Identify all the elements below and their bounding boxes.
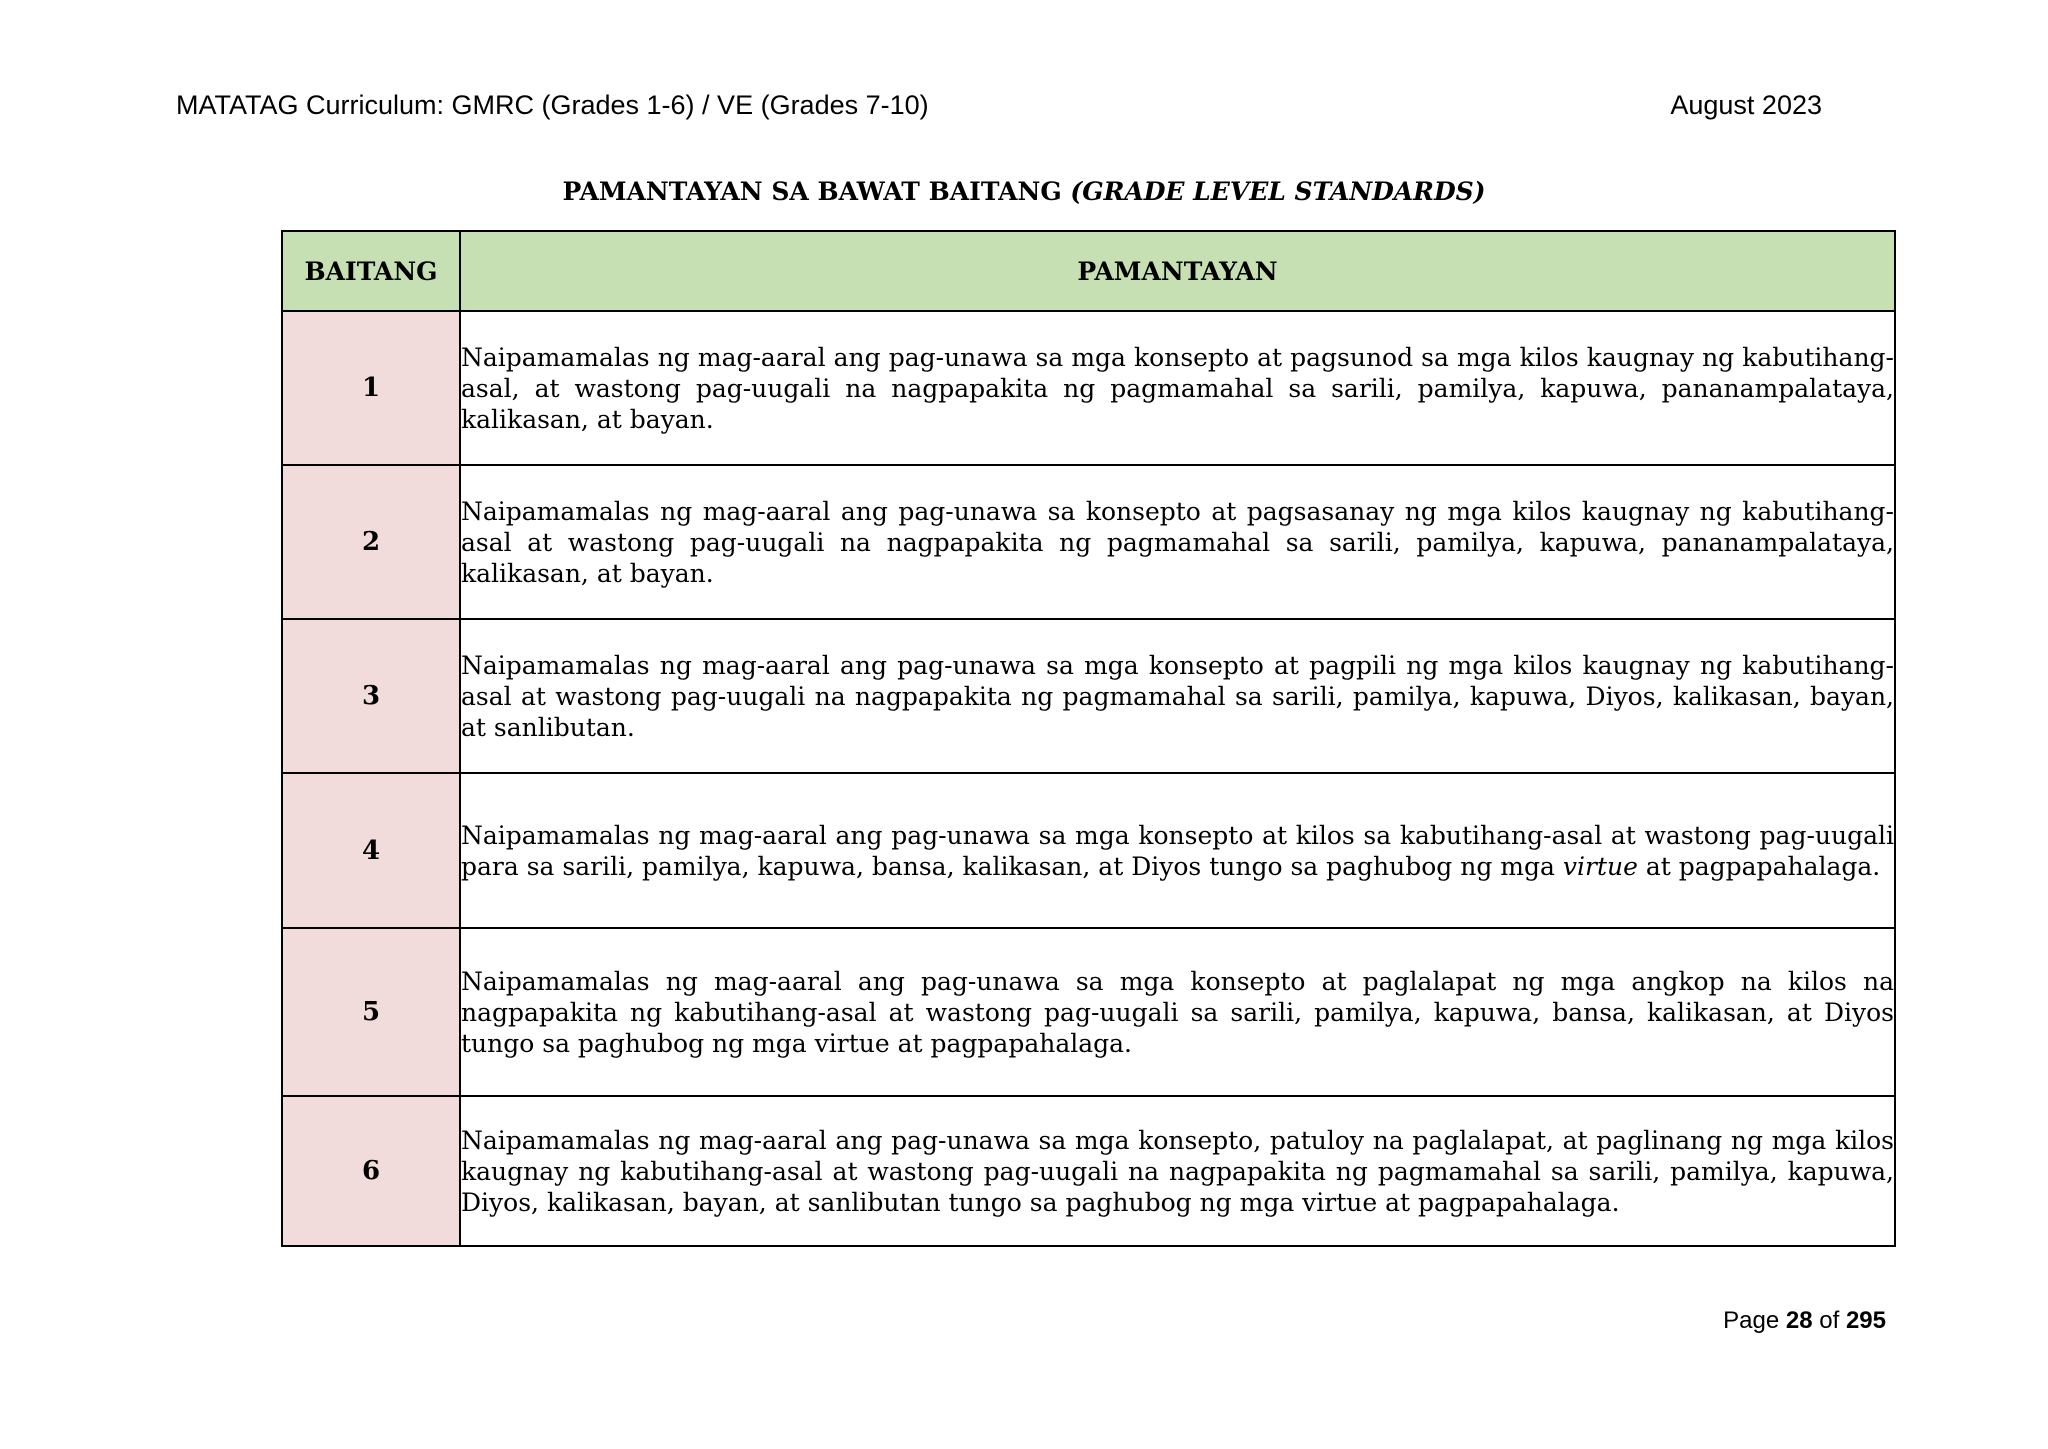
standard-text: Naipamamalas ng mag-aaral ang pag-unawa sa mga konsepto at kilos sa kabutihang-asal at wastong pag-uugali para sa sarili, pamilya, kapuwa, bansa, kalikasan, at Diyos tungo sa paghubog ng mga	[461, 820, 1894, 881]
grade-cell: 6	[282, 1096, 460, 1246]
standard-cell	[460, 773, 1895, 928]
grade-cell: 3	[282, 619, 460, 773]
table-row	[282, 773, 1895, 928]
table-row	[282, 465, 1895, 619]
standard-cell: Naipamamalas ng mag-aaral ang pag-unawa sa konsepto at pagsasanay ng mga kilos kaugnay ng kabutihang-asal at wastong pag-uugali na nagpapakita ng pagmamahal sa sarili, pamilya, kapuwa, pananampalataya, kalikasan, at bayan.	[460, 465, 1895, 619]
standard-cell: Naipamamalas ng mag-aaral ang pag-unawa sa mga konsepto, patuloy na paglalapat, at paglinang ng mga kilos kaugnay ng kabutihang-asal at wastong pag-uugali na nagpapakita ng pagmamahal sa sarili, pamilya, kapuwa, Diyos, kalikasan, bayan, at sanlibutan tungo sa paghubog ng mga virtue at pagpapahalaga.	[460, 1096, 1895, 1246]
page-label: Page	[1723, 1307, 1780, 1334]
standard-text-emphasis: virtue	[1562, 851, 1638, 881]
column-header-grade: BAITANG	[282, 231, 460, 311]
table-header-row	[282, 231, 1895, 311]
table-row	[282, 928, 1895, 1096]
page-of: of	[1819, 1307, 1840, 1334]
grade-cell: 4	[282, 773, 460, 928]
page-total: 295	[1845, 1307, 1886, 1334]
standard-text-end: at pagpapahalaga.	[1645, 851, 1881, 881]
document-header-date: August 2023	[1670, 90, 1822, 120]
grade-cell: 1	[282, 311, 460, 465]
standard-cell: Naipamamalas ng mag-aaral ang pag-unawa sa mga konsepto at pagpili ng mga kilos kaugnay ng kabutihang- asal at wastong pag-uugali na nagpapakita ng pagmamahal sa sarili, pamilya, kapuwa, Diyos, kalikasan, bayan, at sanlibutan.	[460, 619, 1895, 773]
standard-cell: Naipamamalas ng mag-aaral ang pag-unawa sa mga konsepto at pagsunod sa mga kilos kaugnay ng kabutihang-asal, at wastong pag-uugali na nagpapakita ng pagmamahal sa sarili, pamilya, kapuwa, pananampalataya, kalikasan, at bayan.	[460, 311, 1895, 465]
table-row	[282, 1096, 1895, 1246]
section-title-english: (GRADE LEVEL STANDARDS)	[1070, 177, 1486, 206]
column-header-standard: PAMANTAYAN	[460, 231, 1895, 311]
section-title-main: PAMANTAYAN SA BAWAT BAITANG	[562, 177, 1062, 206]
page-current: 28	[1785, 1307, 1813, 1334]
standard-cell: Naipamamalas ng mag-aaral ang pag-unawa sa mga konsepto at paglalapat ng mga angkop na kilos na nagpapakita ng kabutihang-asal at wastong pag-uugali sa sarili, pamilya, kapuwa, bansa, kalikasan, at Diyos tungo sa paghubog ng mga virtue at pagpapahalaga.	[460, 928, 1895, 1096]
page-number	[1723, 1305, 1886, 1337]
document-header-title: MATATAG Curriculum: GMRC (Grades 1-6) / VE (Grades 7-10)	[176, 90, 929, 120]
table-row	[282, 619, 1895, 773]
table-row	[282, 311, 1895, 465]
grade-cell: 5	[282, 928, 460, 1096]
section-title	[0, 175, 2048, 209]
grade-level-standards-table	[281, 230, 1896, 1247]
grade-cell: 2	[282, 465, 460, 619]
